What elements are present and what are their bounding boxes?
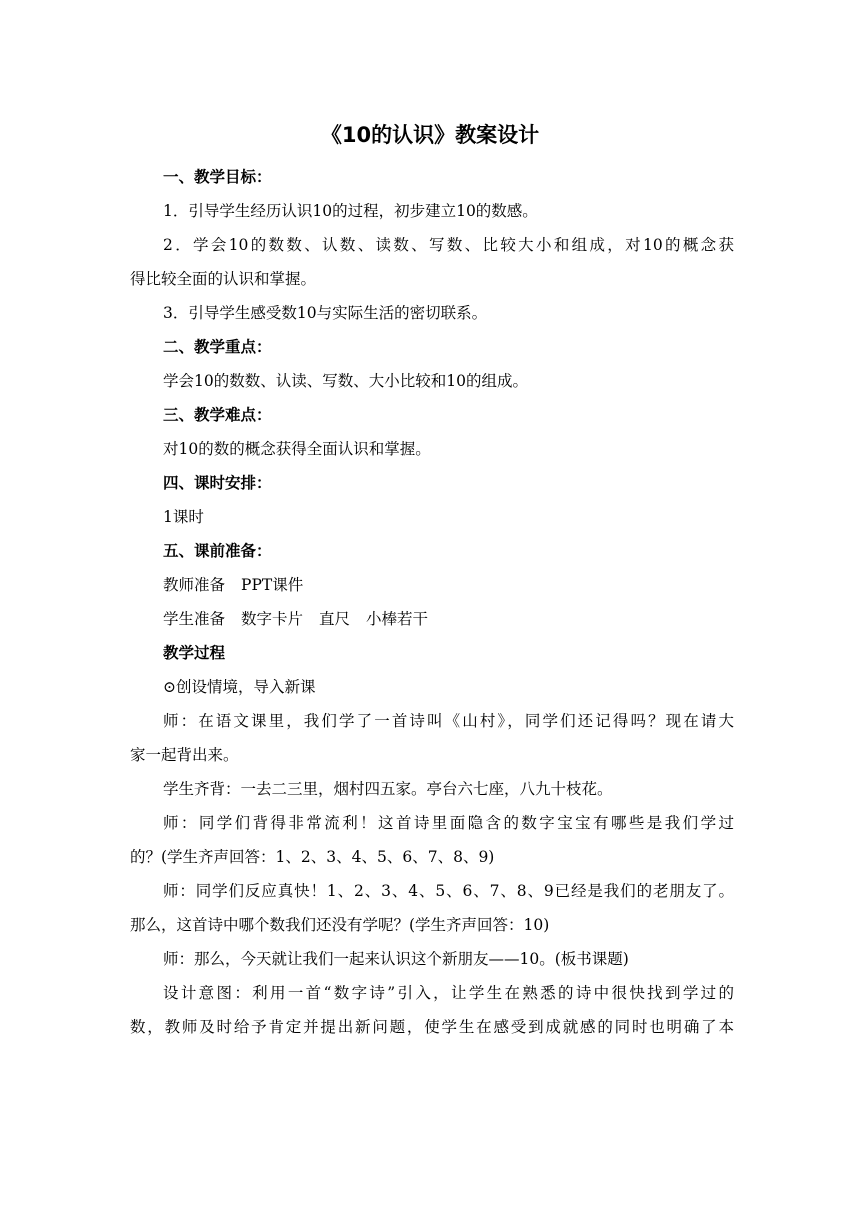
teacher-prep-item: PPT课件	[241, 576, 304, 594]
process-step-1: ⊙创设情境，导入新课	[163, 678, 316, 696]
document-title: 《10的认识》教案设计	[320, 123, 540, 147]
goal-item-1: 1．引导学生经历认识10的过程，初步建立10的数感。	[163, 202, 538, 220]
document-body	[130, 160, 734, 1044]
paragraph-2: 学生齐背：一去二三里，烟村四五家。亭台六七座，八九十枝花。	[163, 780, 613, 798]
paragraph-3-line-2: 的？(学生齐声回答：1、2、3、4、5、6、7、8、9)	[130, 848, 495, 866]
section-heading-preparation: 五、课前准备：	[163, 542, 272, 560]
student-prep-label: 学生准备	[163, 610, 226, 628]
student-prep-item-3: 小棒若干	[366, 610, 429, 628]
paragraph-5: 师：那么，今天就让我们一起来认识这个新朋友——10。(板书课题)	[163, 950, 629, 968]
paragraph-6-line-2: 数，教师及时给予肯定并提出新问题，使学生在感受到成就感的同时也明确了本	[130, 1018, 734, 1036]
section-heading-goals: 一、教学目标：	[163, 168, 272, 186]
difficulties-text: 对10的数的概念获得全面认识和掌握。	[163, 440, 431, 458]
paragraph-4-line-2: 那么，这首诗中哪个数我们还没有学呢？(学生齐声回答：10)	[130, 916, 550, 934]
paragraph-3-line-1: 师：同学们背得非常流利！这首诗里面隐含的数字宝宝有哪些是我们学过	[163, 814, 734, 832]
process-heading: 教学过程	[163, 644, 226, 662]
section-heading-schedule: 四、课时安排：	[163, 474, 272, 492]
goal-item-3: 3．引导学生感受数10与实际生活的密切联系。	[163, 304, 488, 322]
paragraph-4-line-1: 师：同学们反应真快！1、2、3、4、5、6、7、8、9已经是我们的老朋友了。	[163, 882, 734, 900]
student-prep-item-2: 直尺	[319, 610, 351, 628]
key-points-text: 学会10的数数、认读、写数、大小比较和10的组成。	[163, 372, 528, 390]
paragraph-6-line-1: 设计意图：利用一首“数字诗”引入，让学生在熟悉的诗中很快找到学过的	[163, 984, 734, 1002]
section-heading-key-points: 二、教学重点：	[163, 338, 272, 356]
paragraph-1-line-1: 师：在语文课里，我们学了一首诗叫《山村》，同学们还记得吗？现在请大	[163, 712, 734, 730]
student-prep-item-1: 数字卡片	[241, 610, 304, 628]
section-heading-difficulties: 三、教学难点：	[163, 406, 272, 424]
schedule-text: 1课时	[163, 508, 204, 526]
goal-item-2-line-1: 2．学会10的数数、认数、读数、写数、比较大小和组成，对10的概念获	[163, 236, 734, 254]
teacher-preparation	[130, 568, 734, 602]
paragraph-1-line-2: 家一起背出来。	[130, 746, 239, 764]
student-preparation	[130, 602, 734, 636]
teacher-prep-label: 教师准备	[163, 576, 226, 594]
goal-item-2-line-2: 得比较全面的认识和掌握。	[130, 270, 317, 288]
